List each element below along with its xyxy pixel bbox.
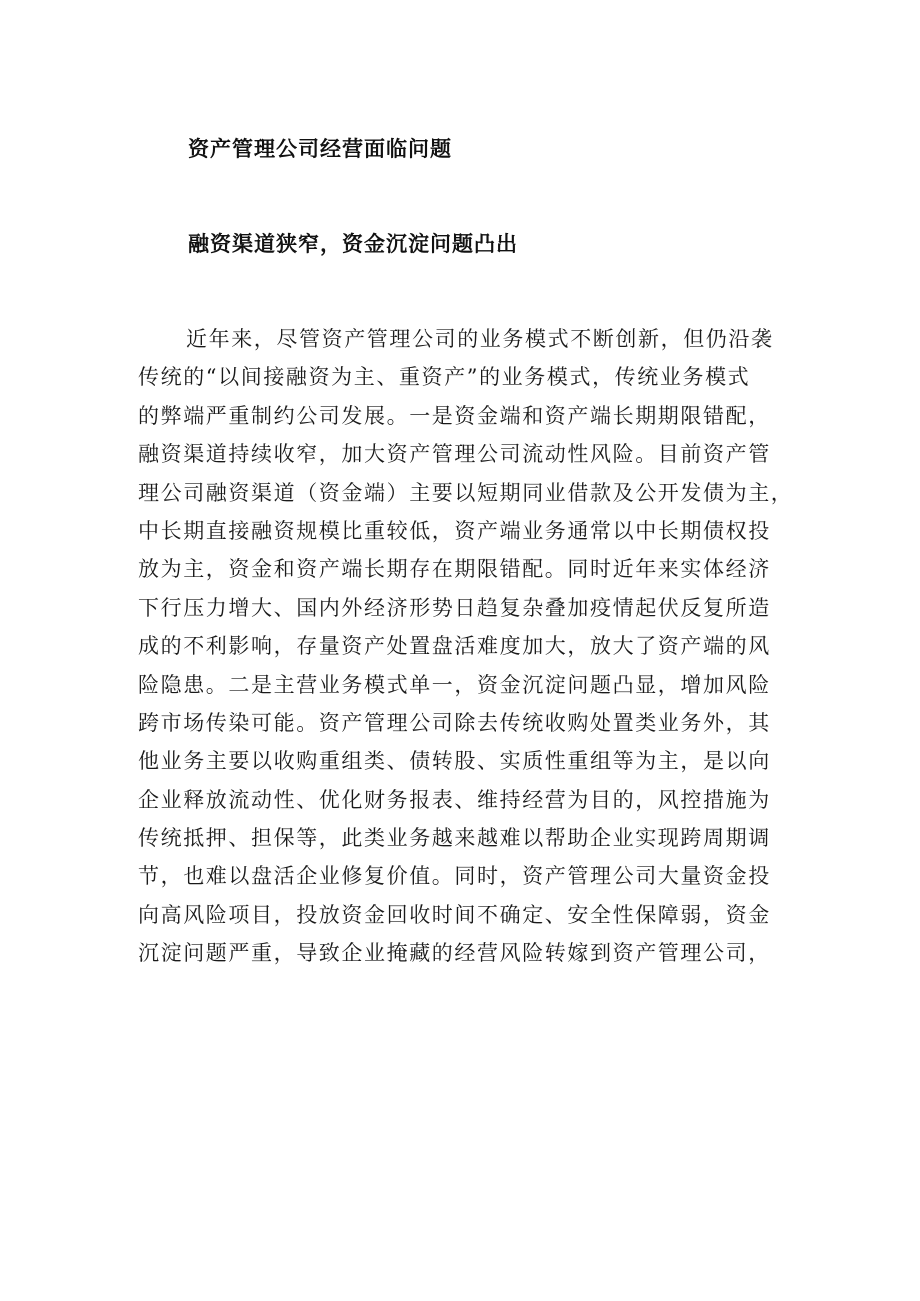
paragraph-line: 放为主，资金和资产端长期存在期限错配。同时近年来实体经济 — [138, 557, 771, 582]
paragraph-line: 节，也难以盘活企业修复价值。同时，资产管理公司大量资金投 — [138, 864, 771, 889]
paragraph-line: 向高风险项目，投放资金回收时间不确定、安全性保障弱，资金 — [138, 902, 771, 927]
paragraph-line: 传统抵押、担保等，此类业务越来越难以帮助企业实现跨周期调 — [138, 826, 771, 851]
paragraph-line: 成的不利影响，存量资产处置盘活难度加大，放大了资产端的风 — [138, 634, 771, 659]
section-title: 资产管理公司经营面临问题 — [188, 137, 452, 161]
subsection-title: 融资渠道狭窄，资金沉淀问题凸出 — [188, 232, 518, 256]
paragraph-line: 沉淀问题严重，导致企业掩藏的经营风险转嫁到资产管理公司， — [138, 941, 771, 966]
body-paragraph — [138, 320, 794, 973]
paragraph-line: 融资渠道持续收窄，加大资产管理公司流动性风险。目前资产管 — [138, 442, 771, 467]
paragraph-line: 的弊端严重制约公司发展。一是资金端和资产端长期期限错配， — [138, 403, 771, 428]
paragraph-line: 企业释放流动性、优化财务报表、维持经营为目的，风控措施为 — [138, 787, 771, 812]
paragraph-line: 近年来，尽管资产管理公司的业务模式不断创新，但仍沿袭 — [186, 327, 774, 351]
paragraph-line: 险隐患。二是主营业务模式单一，资金沉淀问题凸显，增加风险 — [138, 672, 771, 697]
paragraph-line: 理公司融资渠道（资金端）主要以短期同业借款及公开发债为主， — [138, 480, 794, 505]
paragraph-line: 跨市场传染可能。资产管理公司除去传统收购处置类业务外，其 — [138, 710, 771, 735]
paragraph-line: 下行压力增大、国内外经济形势日趋复杂叠加疫情起伏反复所造 — [138, 595, 771, 620]
paragraph-line: 传统的“以间接融资为主、重资产”的业务模式，传统业务模式 — [138, 365, 751, 390]
paragraph-line: 中长期直接融资规模比重较低，资产端业务通常以中长期债权投 — [138, 518, 771, 543]
paragraph-line: 他业务主要以收购重组类、债转股、实质性重组等为主，是以向 — [138, 749, 771, 774]
